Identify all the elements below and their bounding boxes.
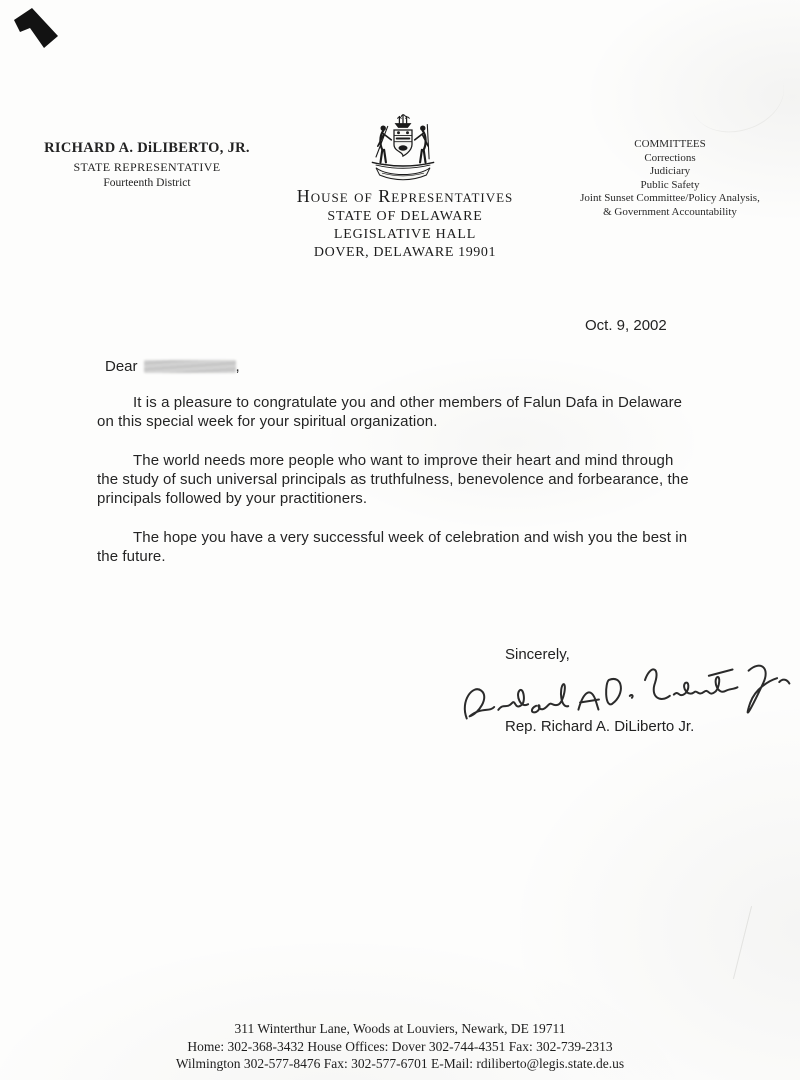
paragraph xyxy=(97,451,737,508)
typed-signature-name: Rep. Richard A. DiLiberto Jr. xyxy=(505,718,695,735)
salutation-comma: , xyxy=(235,358,240,375)
scan-artifact-corner-mark xyxy=(10,6,62,50)
committee-item: Joint Sunset Committee/Policy Analysis, xyxy=(580,192,760,204)
body-line: The world needs more people who want to improve their heart and mind through xyxy=(133,452,674,469)
footer-email-line: Wilmington 302-577-8476 Fax: 302-577-6701 E-Mail: rdiliberto@legis.state.de.us xyxy=(175,1056,625,1071)
footer-contact-block xyxy=(0,1020,800,1073)
paper-crease xyxy=(733,906,752,979)
body-line: It is a pleasure to congratulate you and other members of Falun Dafa in Delaware xyxy=(133,394,683,411)
committee-item: Public Safety xyxy=(640,178,700,191)
committee-item: Judiciary xyxy=(649,165,691,177)
body-line: the study of such universal principals as truthfulness, benevolence and forbearance, the xyxy=(97,471,689,488)
handwritten-signature xyxy=(456,641,800,759)
paragraph xyxy=(97,528,737,566)
footer-address-line: 311 Winterthur Lane, Woods at Louviers, Newark, DE 19711 xyxy=(234,1021,566,1036)
body-line: the future. xyxy=(97,548,166,565)
letter-date: Oct. 9, 2002 xyxy=(585,317,667,334)
body-line: on this special week for your spiritual organization. xyxy=(97,413,438,430)
representative-title: STATE REPRESENTATIVE xyxy=(73,160,221,174)
closing-word: Sincerely, xyxy=(505,646,570,663)
committee-item: Corrections xyxy=(644,151,696,164)
committees-block xyxy=(552,138,788,219)
paper-crease-top xyxy=(681,47,793,144)
delaware-state-seal-icon xyxy=(358,110,448,186)
salutation-line xyxy=(105,358,240,375)
org-building: LEGISLATIVE HALL xyxy=(333,227,477,242)
letterhead-center-block xyxy=(255,186,555,261)
salutation-word: Dear xyxy=(105,358,138,375)
committees-heading: COMMITTEES xyxy=(634,138,706,150)
body-line: The hope you have a very successful week of celebration and wish you the best in xyxy=(133,529,688,546)
footer-phone-line: Home: 302-368-3432 House Offices: Dover 302-744-4351 Fax: 302-739-2313 xyxy=(187,1038,613,1054)
representative-district: Fourteenth District xyxy=(103,177,191,189)
org-name: House of Representatives xyxy=(296,186,514,206)
letterhead-left-block xyxy=(22,140,272,189)
paragraph xyxy=(97,393,737,431)
committee-item: & Government Accountability xyxy=(603,205,737,218)
redacted-recipient-name xyxy=(144,360,236,373)
representative-name: RICHARD A. DiLIBERTO, JR. xyxy=(44,140,250,156)
body-line: principals followed by your practitioners. xyxy=(97,490,368,507)
org-state: STATE OF DELAWARE xyxy=(327,209,483,224)
org-address: DOVER, DELAWARE 19901 xyxy=(313,245,497,260)
letter-body xyxy=(97,393,737,586)
